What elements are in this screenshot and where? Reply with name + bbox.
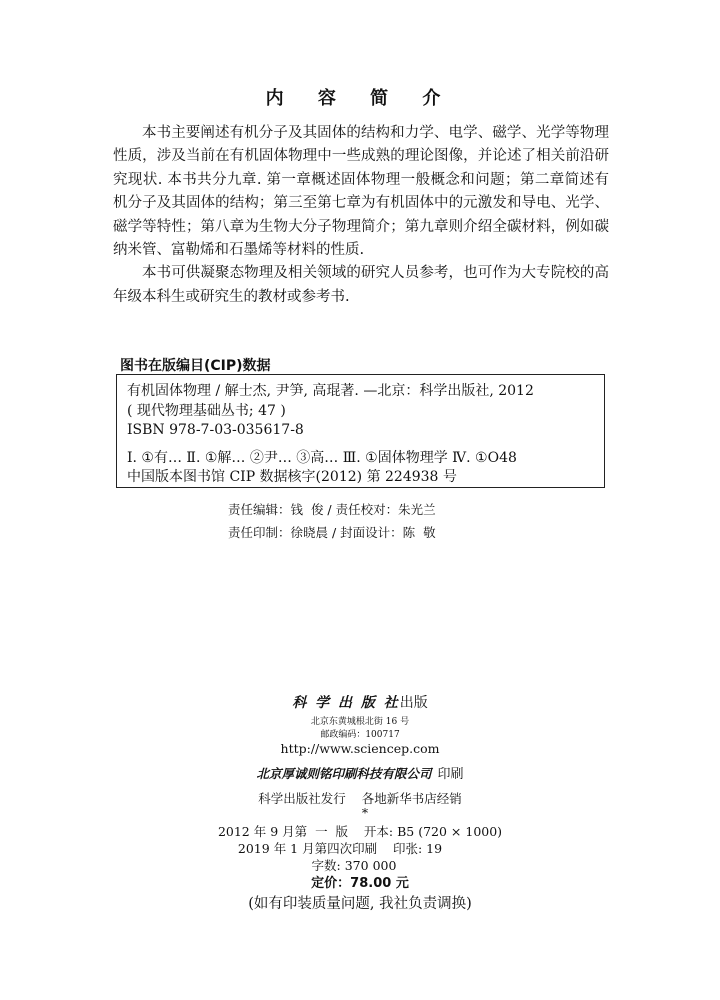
- editorial-credits: [228, 498, 436, 544]
- cip-data-box: [116, 374, 605, 488]
- publisher-logo: 科 学 出 版 社: [292, 695, 400, 711]
- publisher-line: [0, 692, 720, 712]
- cip-series-line: ( 现代物理基础丛书; 47 ): [127, 402, 286, 419]
- printer-suffix: 印刷: [437, 767, 464, 782]
- printing-line: 2019 年 1 月第四次印刷 印张: 19: [237, 841, 443, 856]
- cip-classification-line: Ⅰ. ①有… Ⅱ. ①解… ②尹… ③高… Ⅲ. ①固体物理学 Ⅳ. ①O48: [127, 449, 517, 466]
- cip-isbn-line: ISBN 978-7-03-035617-8: [127, 422, 304, 438]
- quality-notice: (如有印装质量问题, 我社负责调换): [248, 896, 472, 912]
- separator-asterisk: *: [361, 805, 369, 820]
- price-line: 定价：78.00 元: [311, 876, 409, 891]
- edition-line: 2012 年 9 月第 一 版 开本: B5 (720 × 1000): [217, 824, 503, 839]
- summary-paragraph-2: 本书可供凝聚态物理及相关领域的研究人员参考，也可作为大专院校的高年级本科生或研究生的教材或参考书.: [113, 265, 609, 305]
- credits-editors-line: 责任编辑：钱 俊 / 责任校对：朱光兰: [228, 502, 436, 517]
- publisher-address: 北京东黄城根北街 16 号: [310, 717, 410, 727]
- credits-production-line: 责任印制：徐晓晨 / 封面设计：陈 敬: [228, 525, 436, 540]
- summary-text: [113, 122, 609, 309]
- printer-logo: 北京厚诚则铭印刷科技有限公司: [256, 766, 432, 781]
- cip-heading: 图书在版编目(CIP)数据: [120, 358, 271, 374]
- page-title: 内 容 简 介: [265, 88, 455, 109]
- publisher-postcode: 邮政编码：100717: [320, 730, 400, 740]
- publisher-url: http://www.sciencep.com: [280, 741, 440, 756]
- word-count-line: 字数: 370 000: [311, 858, 397, 873]
- cip-record-line: 中国版本图书馆 CIP 数据核字(2012) 第 224938 号: [127, 469, 457, 485]
- summary-paragraph-1: 本书主要阐述有机分子及其固体的结构和力学、电学、磁学、光学等物理性质，涉及当前在有机固体物理中一些成熟的理论图像，并论述了相关前沿研究现状. 本书共分九章. 第一章概述固体物理一般概念和问题；第二章简述有机分子及其固体的结构；第三至第七章为有机固体中的元激发和导电、光学、磁学等特性；第八章为生物大分子物理简介；第九章则介绍全碳材料，例如碳纳米管、富勒烯和石墨烯等材料的性质.: [113, 125, 609, 259]
- publisher-suffix: 出版: [399, 695, 428, 711]
- distribution-line: 科学出版社发行 各地新华书店经销: [258, 791, 462, 806]
- cip-title-line: 有机固体物理 / 解士杰, 尹笋, 高琨著. —北京：科学出版社, 2012: [127, 383, 534, 399]
- printer-line: [0, 763, 720, 782]
